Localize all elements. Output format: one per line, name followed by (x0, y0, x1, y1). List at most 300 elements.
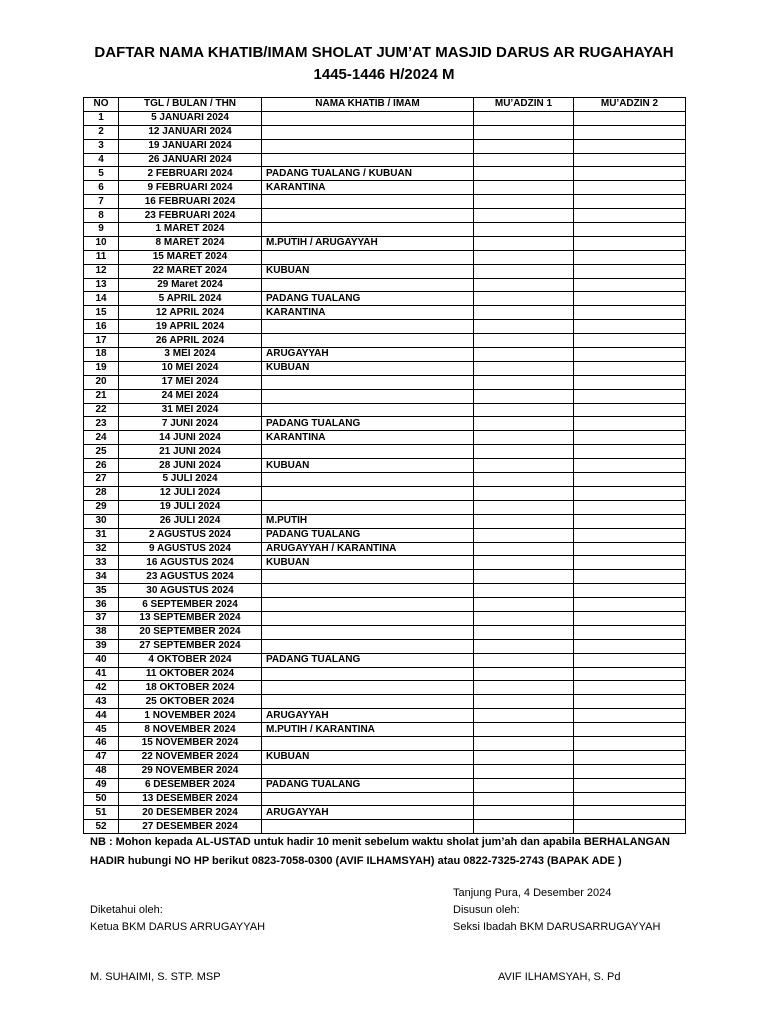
row-muadzin-2 (574, 250, 686, 264)
table-row (84, 653, 686, 667)
table-row (84, 181, 686, 195)
row-khatib-name (262, 403, 474, 417)
row-khatib-name (262, 611, 474, 625)
row-number: 11 (84, 250, 119, 264)
row-muadzin-2 (574, 459, 686, 473)
row-muadzin-1 (474, 667, 574, 681)
row-number: 31 (84, 528, 119, 542)
row-muadzin-2 (574, 570, 686, 584)
row-number: 52 (84, 820, 119, 834)
row-muadzin-1 (474, 181, 574, 195)
row-date: 19 JULI 2024 (119, 500, 262, 514)
row-khatib-name: KUBUAN (262, 556, 474, 570)
row-khatib-name (262, 111, 474, 125)
table-row (84, 292, 686, 306)
place-date: Tanjung Pura, 4 Desember 2024 (453, 887, 612, 899)
table-row (84, 639, 686, 653)
row-muadzin-1 (474, 736, 574, 750)
table-row (84, 209, 686, 223)
row-date: 26 JANUARI 2024 (119, 153, 262, 167)
row-muadzin-2 (574, 764, 686, 778)
row-date: 27 SEPTEMBER 2024 (119, 639, 262, 653)
row-muadzin-1 (474, 486, 574, 500)
row-muadzin-1 (474, 361, 574, 375)
row-number: 51 (84, 806, 119, 820)
row-muadzin-2 (574, 153, 686, 167)
row-khatib-name: KARANTINA (262, 431, 474, 445)
row-muadzin-2 (574, 556, 686, 570)
row-khatib-name: M.PUTIH (262, 514, 474, 528)
row-date: 31 MEI 2024 (119, 403, 262, 417)
row-khatib-name (262, 570, 474, 584)
row-muadzin-1 (474, 806, 574, 820)
row-muadzin-1 (474, 598, 574, 612)
row-muadzin-1 (474, 695, 574, 709)
row-muadzin-1 (474, 320, 574, 334)
row-muadzin-2 (574, 348, 686, 362)
row-date: 22 MARET 2024 (119, 264, 262, 278)
row-date: 9 FEBRUARI 2024 (119, 181, 262, 195)
row-date: 17 MEI 2024 (119, 375, 262, 389)
table-row (84, 486, 686, 500)
row-date: 1 NOVEMBER 2024 (119, 709, 262, 723)
row-muadzin-2 (574, 639, 686, 653)
table-row (84, 709, 686, 723)
row-khatib-name (262, 667, 474, 681)
row-muadzin-1 (474, 528, 574, 542)
row-number: 33 (84, 556, 119, 570)
row-muadzin-2 (574, 403, 686, 417)
row-muadzin-2 (574, 431, 686, 445)
row-muadzin-1 (474, 514, 574, 528)
row-number: 13 (84, 278, 119, 292)
row-date: 3 MEI 2024 (119, 348, 262, 362)
row-muadzin-1 (474, 153, 574, 167)
row-date: 29 Maret 2024 (119, 278, 262, 292)
table-row (84, 792, 686, 806)
row-date: 8 NOVEMBER 2024 (119, 723, 262, 737)
row-muadzin-2 (574, 736, 686, 750)
row-number: 15 (84, 306, 119, 320)
row-khatib-name (262, 598, 474, 612)
row-number: 3 (84, 139, 119, 153)
row-khatib-name (262, 820, 474, 834)
row-khatib-name (262, 764, 474, 778)
row-date: 30 AGUSTUS 2024 (119, 584, 262, 598)
row-muadzin-1 (474, 639, 574, 653)
row-date: 2 FEBRUARI 2024 (119, 167, 262, 181)
row-muadzin-2 (574, 223, 686, 237)
row-muadzin-1 (474, 778, 574, 792)
row-khatib-name: ARUGAYYAH / KARANTINA (262, 542, 474, 556)
table-row (84, 320, 686, 334)
row-date: 29 NOVEMBER 2024 (119, 764, 262, 778)
row-muadzin-2 (574, 375, 686, 389)
row-muadzin-1 (474, 334, 574, 348)
row-muadzin-2 (574, 236, 686, 250)
row-khatib-name (262, 445, 474, 459)
row-khatib-name (262, 125, 474, 139)
table-row (84, 570, 686, 584)
row-date: 28 JUNI 2024 (119, 459, 262, 473)
table-row (84, 611, 686, 625)
row-muadzin-1 (474, 681, 574, 695)
note-text: NB : Mohon kepada AL-USTAD untuk hadir 10 menit sebelum waktu sholat jum’ah dan apabila BERHALANGAN HADIR hubungi NO HP berikut 0823-7058-0300 (AVIF ILHAMSYAH) atau 0822-7325-2743 (BAPAK ADE ) (90, 836, 671, 867)
row-date: 16 FEBRUARI 2024 (119, 195, 262, 209)
row-number: 50 (84, 792, 119, 806)
row-date: 23 AGUSTUS 2024 (119, 570, 262, 584)
row-khatib-name (262, 389, 474, 403)
row-number: 22 (84, 403, 119, 417)
row-muadzin-2 (574, 806, 686, 820)
acknowledged-label: Diketahui oleh: (90, 904, 163, 916)
row-date: 13 DESEMBER 2024 (119, 792, 262, 806)
row-khatib-name (262, 334, 474, 348)
row-muadzin-2 (574, 653, 686, 667)
row-muadzin-1 (474, 389, 574, 403)
row-muadzin-2 (574, 500, 686, 514)
acknowledger-name: M. SUHAIMI, S. STP. MSP (90, 971, 221, 983)
table-row (84, 236, 686, 250)
row-khatib-name: PADANG TUALANG (262, 528, 474, 542)
table-row (84, 223, 686, 237)
row-khatib-name (262, 278, 474, 292)
row-date: 7 JUNI 2024 (119, 417, 262, 431)
row-khatib-name (262, 695, 474, 709)
row-number: 30 (84, 514, 119, 528)
table-row (84, 139, 686, 153)
row-number: 2 (84, 125, 119, 139)
row-number: 45 (84, 723, 119, 737)
row-khatib-name (262, 681, 474, 695)
row-khatib-name (262, 209, 474, 223)
row-muadzin-1 (474, 292, 574, 306)
row-date: 5 JULI 2024 (119, 473, 262, 487)
row-khatib-name: KARANTINA (262, 306, 474, 320)
row-muadzin-2 (574, 361, 686, 375)
document-title: DAFTAR NAMA KHATIB/IMAM SHOLAT JUM’AT MASJID DARUS AR RUGAHAYAH (94, 44, 674, 61)
schedule-table (83, 97, 686, 834)
row-muadzin-1 (474, 556, 574, 570)
table-row (84, 334, 686, 348)
row-khatib-name (262, 320, 474, 334)
table-row (84, 736, 686, 750)
row-number: 18 (84, 348, 119, 362)
row-date: 24 MEI 2024 (119, 389, 262, 403)
row-number: 48 (84, 764, 119, 778)
table-row (84, 403, 686, 417)
row-date: 6 SEPTEMBER 2024 (119, 598, 262, 612)
table-row (84, 556, 686, 570)
row-number: 24 (84, 431, 119, 445)
row-date: 4 OKTOBER 2024 (119, 653, 262, 667)
table-row (84, 806, 686, 820)
row-muadzin-1 (474, 473, 574, 487)
row-khatib-name (262, 250, 474, 264)
row-date: 14 JUNI 2024 (119, 431, 262, 445)
row-muadzin-1 (474, 167, 574, 181)
row-muadzin-1 (474, 459, 574, 473)
table-row (84, 681, 686, 695)
row-number: 44 (84, 709, 119, 723)
table-row (84, 375, 686, 389)
table-row (84, 445, 686, 459)
row-khatib-name (262, 639, 474, 653)
row-number: 10 (84, 236, 119, 250)
row-khatib-name: KUBUAN (262, 459, 474, 473)
row-khatib-name (262, 195, 474, 209)
row-khatib-name: PADANG TUALANG / KUBUAN (262, 167, 474, 181)
row-number: 5 (84, 167, 119, 181)
row-number: 36 (84, 598, 119, 612)
table-row (84, 625, 686, 639)
row-muadzin-1 (474, 792, 574, 806)
row-number: 49 (84, 778, 119, 792)
row-date: 19 APRIL 2024 (119, 320, 262, 334)
row-muadzin-1 (474, 111, 574, 125)
table-row (84, 778, 686, 792)
row-muadzin-2 (574, 528, 686, 542)
row-number: 25 (84, 445, 119, 459)
row-number: 26 (84, 459, 119, 473)
table-row (84, 584, 686, 598)
row-muadzin-2 (574, 306, 686, 320)
row-number: 47 (84, 750, 119, 764)
row-date: 18 OKTOBER 2024 (119, 681, 262, 695)
row-muadzin-1 (474, 764, 574, 778)
row-muadzin-2 (574, 125, 686, 139)
row-muadzin-1 (474, 570, 574, 584)
row-khatib-name: M.PUTIH / ARUGAYYAH (262, 236, 474, 250)
table-row (84, 278, 686, 292)
row-muadzin-2 (574, 209, 686, 223)
row-muadzin-2 (574, 264, 686, 278)
row-muadzin-2 (574, 542, 686, 556)
row-date: 9 AGUSTUS 2024 (119, 542, 262, 556)
row-muadzin-2 (574, 445, 686, 459)
row-khatib-name: KUBUAN (262, 750, 474, 764)
row-khatib-name: PADANG TUALANG (262, 417, 474, 431)
row-muadzin-2 (574, 695, 686, 709)
table-row (84, 500, 686, 514)
row-khatib-name (262, 792, 474, 806)
row-muadzin-2 (574, 195, 686, 209)
header-date: TGL / BULAN / THN (119, 98, 262, 112)
row-muadzin-1 (474, 306, 574, 320)
row-date: 26 APRIL 2024 (119, 334, 262, 348)
row-number: 27 (84, 473, 119, 487)
row-khatib-name: ARUGAYYAH (262, 348, 474, 362)
row-muadzin-2 (574, 667, 686, 681)
row-khatib-name (262, 625, 474, 639)
row-date: 20 DESEMBER 2024 (119, 806, 262, 820)
row-date: 15 MARET 2024 (119, 250, 262, 264)
table-row (84, 542, 686, 556)
row-khatib-name (262, 153, 474, 167)
table-row (84, 667, 686, 681)
row-date: 11 OKTOBER 2024 (119, 667, 262, 681)
row-number: 34 (84, 570, 119, 584)
row-date: 13 SEPTEMBER 2024 (119, 611, 262, 625)
row-khatib-name: ARUGAYYAH (262, 806, 474, 820)
row-khatib-name (262, 486, 474, 500)
table-row (84, 473, 686, 487)
row-number: 32 (84, 542, 119, 556)
row-date: 10 MEI 2024 (119, 361, 262, 375)
row-date: 26 JULI 2024 (119, 514, 262, 528)
row-muadzin-1 (474, 750, 574, 764)
row-number: 39 (84, 639, 119, 653)
row-muadzin-2 (574, 820, 686, 834)
row-number: 28 (84, 486, 119, 500)
row-khatib-name: KUBUAN (262, 264, 474, 278)
row-date: 21 JUNI 2024 (119, 445, 262, 459)
row-date: 8 MARET 2024 (119, 236, 262, 250)
row-muadzin-2 (574, 709, 686, 723)
row-date: 12 JANUARI 2024 (119, 125, 262, 139)
row-muadzin-1 (474, 431, 574, 445)
row-muadzin-2 (574, 334, 686, 348)
row-muadzin-2 (574, 750, 686, 764)
row-muadzin-2 (574, 111, 686, 125)
row-number: 1 (84, 111, 119, 125)
row-muadzin-1 (474, 584, 574, 598)
row-muadzin-1 (474, 250, 574, 264)
row-number: 40 (84, 653, 119, 667)
row-khatib-name (262, 736, 474, 750)
row-muadzin-2 (574, 167, 686, 181)
row-muadzin-2 (574, 278, 686, 292)
row-number: 16 (84, 320, 119, 334)
table-row (84, 750, 686, 764)
row-number: 8 (84, 209, 119, 223)
row-date: 19 JANUARI 2024 (119, 139, 262, 153)
row-muadzin-2 (574, 778, 686, 792)
table-row (84, 695, 686, 709)
row-khatib-name: PADANG TUALANG (262, 292, 474, 306)
row-muadzin-1 (474, 723, 574, 737)
table-row (84, 167, 686, 181)
row-number: 37 (84, 611, 119, 625)
row-muadzin-1 (474, 820, 574, 834)
row-muadzin-2 (574, 417, 686, 431)
row-muadzin-1 (474, 403, 574, 417)
row-date: 5 APRIL 2024 (119, 292, 262, 306)
compiler-name: AVIF ILHAMSYAH, S. Pd (498, 971, 621, 983)
row-number: 9 (84, 223, 119, 237)
row-muadzin-2 (574, 584, 686, 598)
table-row (84, 723, 686, 737)
row-number: 43 (84, 695, 119, 709)
row-muadzin-2 (574, 139, 686, 153)
row-muadzin-2 (574, 598, 686, 612)
row-muadzin-1 (474, 625, 574, 639)
row-date: 12 JULI 2024 (119, 486, 262, 500)
table-row (84, 153, 686, 167)
compiler-role: Seksi Ibadah BKM DARUSARRUGAYYAH (453, 921, 661, 933)
table-row (84, 111, 686, 125)
row-muadzin-2 (574, 723, 686, 737)
row-muadzin-1 (474, 125, 574, 139)
table-row (84, 764, 686, 778)
row-date: 25 OKTOBER 2024 (119, 695, 262, 709)
row-muadzin-1 (474, 348, 574, 362)
row-number: 19 (84, 361, 119, 375)
row-muadzin-2 (574, 389, 686, 403)
row-muadzin-1 (474, 264, 574, 278)
row-muadzin-2 (574, 792, 686, 806)
row-number: 46 (84, 736, 119, 750)
table-row (84, 528, 686, 542)
row-muadzin-1 (474, 209, 574, 223)
table-row (84, 264, 686, 278)
row-number: 42 (84, 681, 119, 695)
row-muadzin-1 (474, 278, 574, 292)
row-muadzin-1 (474, 417, 574, 431)
acknowledger-role: Ketua BKM DARUS ARRUGAYYAH (90, 921, 266, 933)
row-muadzin-1 (474, 653, 574, 667)
row-khatib-name (262, 223, 474, 237)
row-muadzin-1 (474, 709, 574, 723)
row-date: 22 NOVEMBER 2024 (119, 750, 262, 764)
table-row (84, 195, 686, 209)
row-date: 6 DESEMBER 2024 (119, 778, 262, 792)
header-khatib: NAMA KHATIB / IMAM (262, 98, 474, 112)
table-row (84, 598, 686, 612)
row-date: 15 NOVEMBER 2024 (119, 736, 262, 750)
row-number: 41 (84, 667, 119, 681)
row-muadzin-1 (474, 445, 574, 459)
row-muadzin-2 (574, 611, 686, 625)
row-khatib-name: PADANG TUALANG (262, 653, 474, 667)
row-khatib-name: PADANG TUALANG (262, 778, 474, 792)
row-number: 6 (84, 181, 119, 195)
row-muadzin-1 (474, 195, 574, 209)
row-khatib-name (262, 500, 474, 514)
row-khatib-name: KARANTINA (262, 181, 474, 195)
row-date: 27 DESEMBER 2024 (119, 820, 262, 834)
row-number: 38 (84, 625, 119, 639)
row-muadzin-2 (574, 681, 686, 695)
document-subtitle: 1445-1446 H/2024 M (313, 66, 455, 83)
row-number: 21 (84, 389, 119, 403)
row-muadzin-1 (474, 500, 574, 514)
row-number: 17 (84, 334, 119, 348)
row-khatib-name (262, 375, 474, 389)
row-muadzin-1 (474, 223, 574, 237)
row-muadzin-2 (574, 625, 686, 639)
table-row (84, 459, 686, 473)
row-date: 12 APRIL 2024 (119, 306, 262, 320)
row-date: 2 AGUSTUS 2024 (119, 528, 262, 542)
row-date: 1 MARET 2024 (119, 223, 262, 237)
table-row (84, 250, 686, 264)
table-header-row (84, 98, 686, 112)
row-muadzin-2 (574, 181, 686, 195)
table-row (84, 417, 686, 431)
table-row (84, 348, 686, 362)
row-muadzin-1 (474, 139, 574, 153)
header-muadzin-2: MU’ADZIN 2 (574, 98, 686, 112)
row-muadzin-1 (474, 542, 574, 556)
table-row (84, 306, 686, 320)
header-no: NO (84, 98, 119, 112)
row-muadzin-2 (574, 320, 686, 334)
row-date: 16 AGUSTUS 2024 (119, 556, 262, 570)
row-khatib-name (262, 473, 474, 487)
table-row (84, 361, 686, 375)
row-khatib-name: KUBUAN (262, 361, 474, 375)
